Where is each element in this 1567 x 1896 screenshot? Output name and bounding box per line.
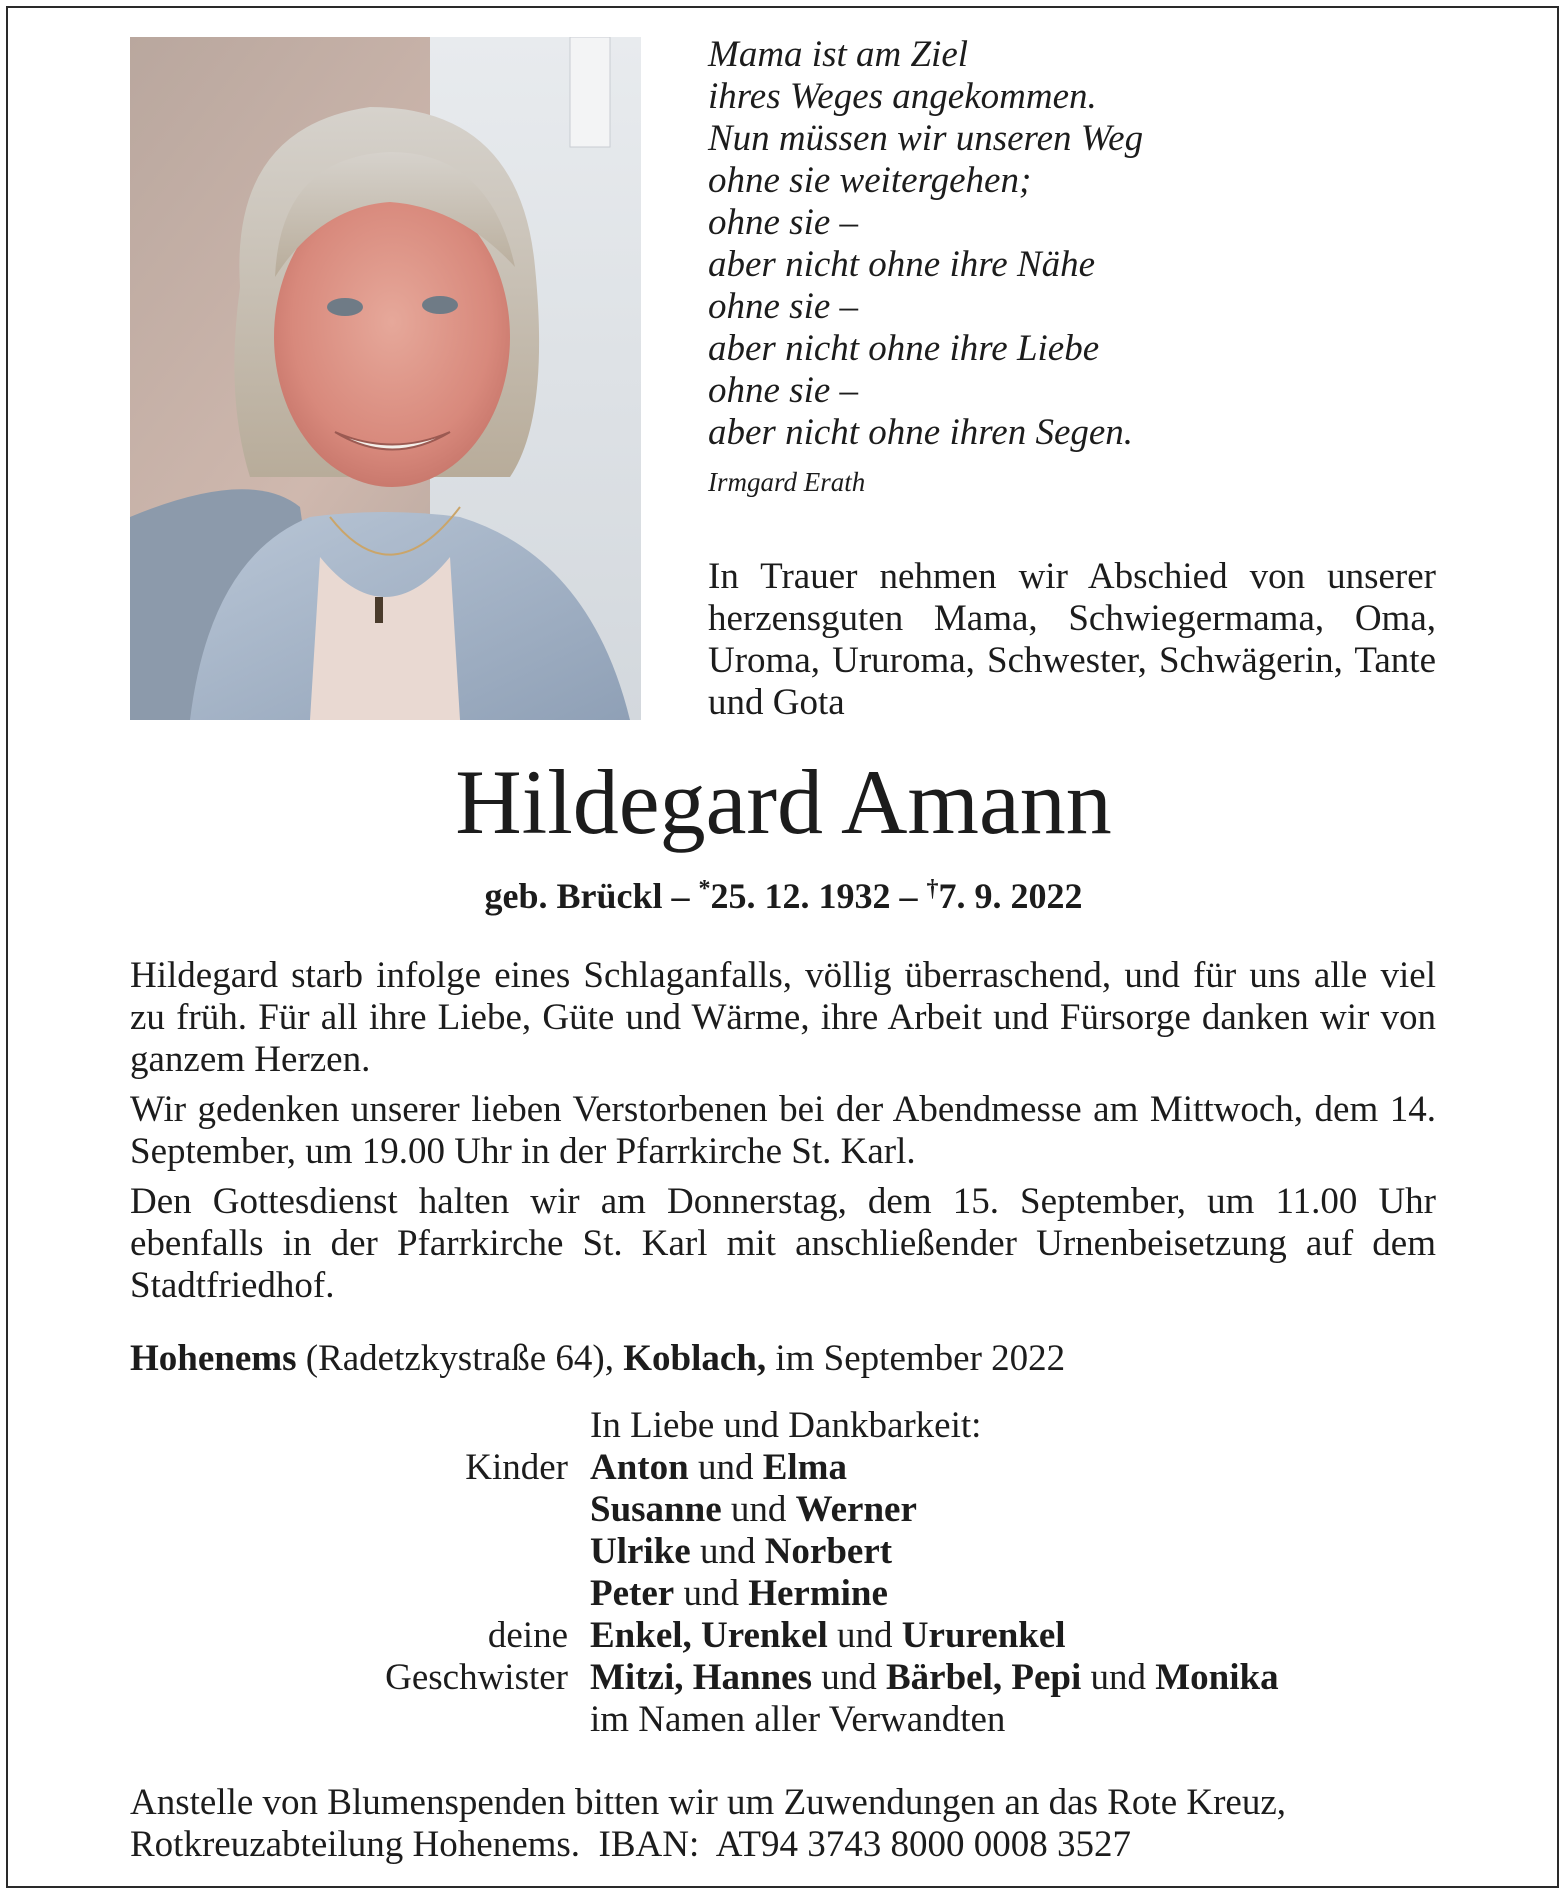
portrait-photo xyxy=(130,37,641,720)
poem-line: Mama ist am Ziel xyxy=(708,34,969,75)
poem-line: ohne sie weitergehen; xyxy=(708,160,1032,201)
town: Koblach, xyxy=(623,1338,767,1379)
list-item: Kinder Anton und Elma xyxy=(130,1447,1436,1489)
death-date: 7. 9. 2022 xyxy=(938,876,1083,916)
list-item: Susanne und Werner xyxy=(590,1489,917,1530)
announcement-body xyxy=(130,955,1436,1315)
separator: – xyxy=(671,876,690,916)
birth-symbol: * xyxy=(698,876,711,902)
place-date-line xyxy=(130,1338,1436,1380)
date: im September 2022 xyxy=(775,1338,1066,1379)
poem-line: aber nicht ohne ihre Nähe xyxy=(708,244,1096,285)
town: Hohenems xyxy=(130,1338,297,1379)
poem-line: ohne sie – xyxy=(708,286,859,327)
poem-line: ohne sie – xyxy=(708,370,859,411)
life-dates xyxy=(0,874,1567,918)
poem-author: Irmgard Erath xyxy=(708,467,866,497)
list-item: Peter und Hermine xyxy=(590,1573,888,1614)
poem-line: Nun müssen wir unseren Weg xyxy=(708,118,1144,159)
relation-label: Geschwister xyxy=(385,1657,568,1698)
paragraph-mass: Wir gedenken unserer lieben Verstorbenen bei der Abendmesse am Mittwoch, dem 14. September, um 19.00 Uhr in der Pfarrkirche St. Karl. xyxy=(130,1089,1436,1172)
separator: – xyxy=(899,876,918,916)
birth-date: 25. 12. 1932 xyxy=(710,876,891,916)
poem-line: ihres Weges angekommen. xyxy=(708,76,1097,117)
signatures xyxy=(130,1405,1436,1741)
donation-note xyxy=(130,1782,1436,1866)
intro-text: In Trauer nehmen wir Abschied von unserer herzensguten Mama, Schwiegermama, Oma, Uroma, Ururoma, Schwester, Schwägerin, Tante und Gota xyxy=(708,556,1436,723)
list-item: Geschwister Mitzi, Hannes und Bärbel, Pepi und Monika xyxy=(130,1657,1436,1699)
signatures-heading: In Liebe und Dankbarkeit: xyxy=(590,1405,982,1446)
poem-line: ohne sie – xyxy=(708,202,859,243)
list-item: deine Enkel, Urenkel und Ururenkel xyxy=(130,1615,1436,1657)
donation-line: Anstelle von Blumenspenden bitten wir um Zuwendungen an das Rote Kreuz, xyxy=(130,1782,1286,1823)
death-symbol: † xyxy=(926,876,939,902)
poem xyxy=(708,34,1468,502)
poem-line: aber nicht ohne ihre Liebe xyxy=(708,328,1100,369)
relatives-note: im Namen aller Verwandten xyxy=(590,1699,1006,1740)
relation-label: deine xyxy=(487,1615,568,1656)
poem-line: aber nicht ohne ihren Segen. xyxy=(708,412,1134,453)
list-item: Ulrike und Norbert xyxy=(590,1531,893,1572)
relation-label: Kinder xyxy=(465,1447,568,1488)
paragraph-service: Den Gottesdienst halten wir am Donnerstag, dem 15. September, um 11.00 Uhr ebenfalls in der Pfarrkirche St. Karl mit anschließender Urnenbeisetzung auf dem Stadtfriedhof. xyxy=(130,1181,1436,1306)
deceased-name: Hildegard Amann xyxy=(455,751,1112,853)
address: (Radetzkystraße 64), xyxy=(305,1338,614,1379)
iban-line: Rotkreuzabteilung Hohenems. IBAN: AT94 3743 8000 0008 3527 xyxy=(130,1824,1131,1865)
maiden-name: geb. Brückl xyxy=(484,876,663,916)
paragraph-cause: Hildegard starb infolge eines Schlaganfalls, völlig überraschend, und für uns alle viel zu früh. Für all ihre Liebe, Güte und Wärme, ihre Arbeit und Fürsorge danken wir von ganzem Herzen. xyxy=(130,955,1436,1080)
